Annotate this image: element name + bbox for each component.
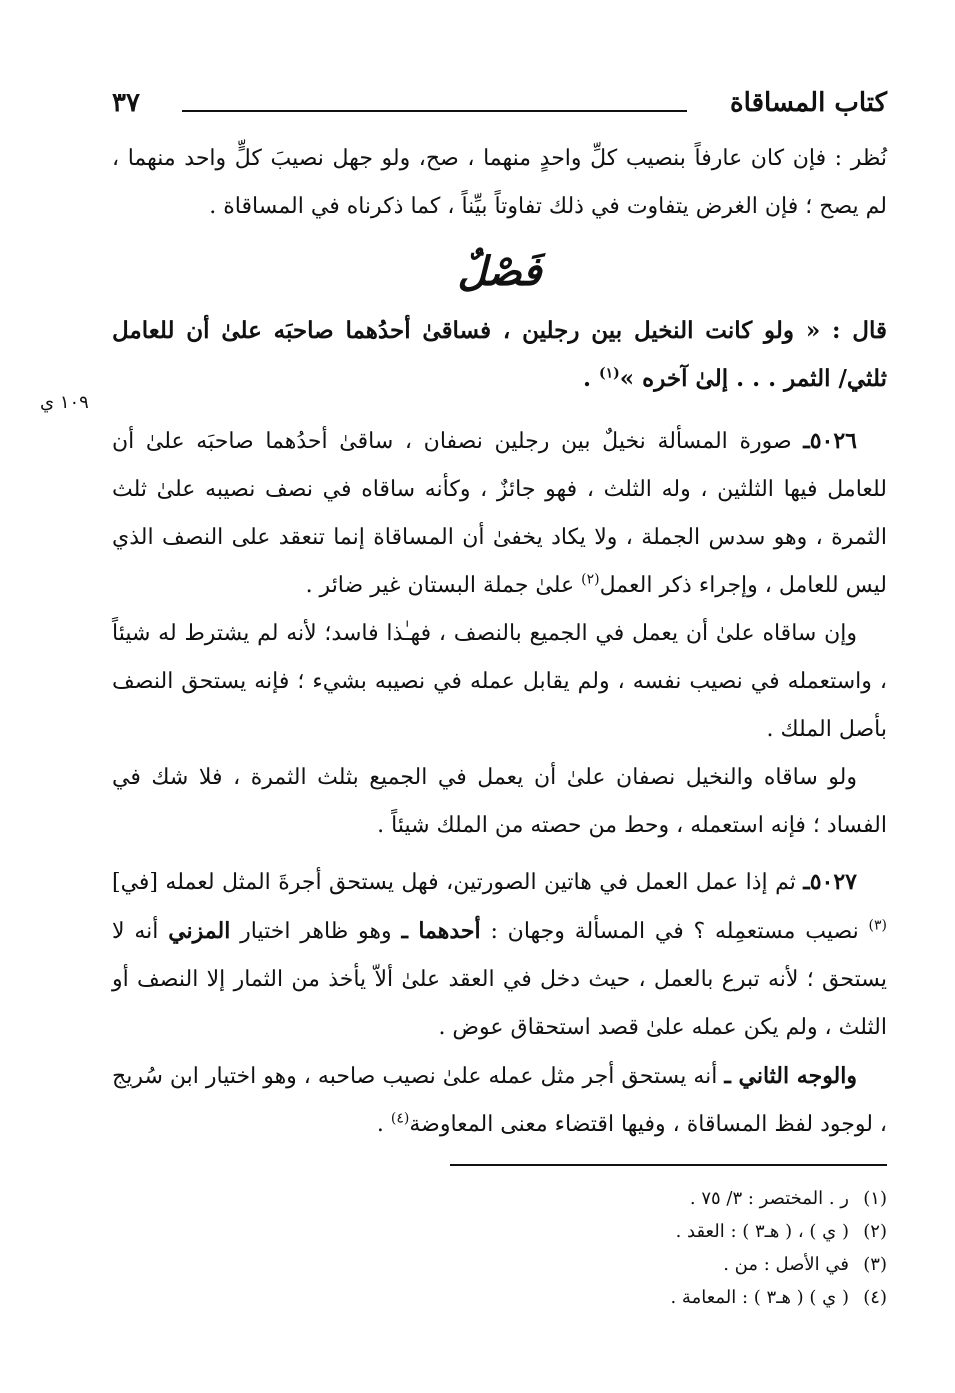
footnote-text: ر . المختصر : ٣/ ٧٥ . [689, 1188, 849, 1209]
footnote-number: (٣) [863, 1254, 887, 1275]
matn-text: قال : « ولو كانت النخيل بين رجلين ، فساقىٰ أحدُهما صاحبَه علىٰ أن للعامل ثلثي/ الثمر . . . إلىٰ آخره » [112, 317, 887, 392]
footnotes [112, 1182, 887, 1314]
footnote-item [112, 1215, 887, 1248]
matn-end: . [582, 365, 599, 392]
margin-note: ١٠٩ ي [40, 392, 89, 413]
page-number: ٣٧ [112, 88, 140, 118]
footnote-ref-1: (١) [599, 365, 620, 382]
issue-5027-text-a: ثم إذا عمل العمل في هاتين الصورتين، فهل يستحق أجرةَ المثل لعمله [في] [112, 870, 804, 895]
issue-number-5027: ٥٠٢٧ـ [803, 869, 857, 895]
footnote-rule [450, 1164, 887, 1166]
header-rule [182, 110, 687, 112]
book-title: كتاب المساقاة [730, 88, 887, 118]
footnote-item [112, 1248, 887, 1281]
footnote-ref-2: (٢) [581, 571, 600, 588]
paragraph-second-view [112, 1052, 887, 1149]
second-view-end: . [376, 1112, 391, 1137]
footnote-ref-3: (٣) [868, 917, 887, 934]
footnote-text: في الأصل : من . [723, 1254, 849, 1275]
issue-5027-bold-1: أحدهما ـ [401, 918, 481, 944]
footnote-number: (١) [863, 1188, 887, 1209]
footnote-text: ( ي ) ( هـ٣ ) : المعامة . [670, 1287, 849, 1308]
running-header [112, 88, 887, 128]
issue-5027-text-c: وهو ظاهر اختيار [230, 919, 402, 944]
footnote-ref-4: (٤) [390, 1110, 410, 1127]
second-view-bold: والوجه الثاني ـ [724, 1063, 857, 1089]
paragraph-5027 [112, 858, 887, 1052]
paragraph-thuluth: ولو ساقاه والنخيل نصفان علىٰ أن يعمل في الجميع بثلث الثمرة ، فلا شك في الفساد ؛ فإنه استعمله ، وحط من حصته من الملك شيئاً . [112, 765, 887, 838]
issue-5027-text-d: أنه لا يستحق ؛ لأنه تبرع بالعمل ، حيث دخل في العقد علىٰ ألاّ يأخذ من الثمار إلا النصف أو الثلث ، ولم يكن عمله علىٰ قصد استحقاق عوض . [112, 919, 887, 1040]
footnote-number: (٢) [863, 1221, 887, 1242]
footnote-item [112, 1281, 887, 1314]
issue-5026-text-b: علىٰ جملة البستان غير ضائر . [305, 573, 582, 598]
matn-quote [112, 307, 887, 403]
main-text [112, 135, 887, 1149]
issue-5027-bold-2: المزني [168, 918, 231, 944]
issue-number-5026: ٥٠٢٦ـ [803, 428, 857, 454]
paragraph-continuation: نُظر : فإن كان عارفاً بنصيب كلِّ واحدٍ منهما ، صح، ولو جهل نصيبَ كلٍّ واحد منهما ، لم يصح ؛ فإن الغرض يتفاوت في ذلك تفاوتاً بيِّناً ، كما ذكرناه في المساقاة . [112, 146, 887, 219]
paragraph-fasid: وإن ساقاه علىٰ أن يعمل في الجميع بالنصف ، فهـٰذا فاسد؛ لأنه لم يشترط له شيئاً ، واستعمله في نصيب نفسه ، ولم يقابل عمله في نصيبه بشيء ؛ فإنه يستحق النصف بأصل الملك . [112, 621, 887, 742]
second-view-text: أنه يستحق أجر مثل عمله علىٰ نصيب صاحبه ، وهو اختيار ابن سُريج ، لوجود لفظ المساقاة ، وفيها اقتضاء معنى المعاوضة [112, 1064, 887, 1137]
issue-5026-text-a: صورة المسألة نخيلٌ بين رجلين نصفان ، ساقىٰ أحدُهما صاحبَه علىٰ أن للعامل فيها الثلثين ، وله الثلث ، فهو جائزٌ ، وكأنه ساقاه في نصف نصيبه علىٰ ثلث الثمرة ، وهو سدس الجملة ، ولا يكاد يخفىٰ أن المساقاة إنما تنعقد على النصف الذي ليس للعامل ، وإجراء ذكر العمل [112, 429, 887, 598]
footnote-item [112, 1182, 887, 1215]
section-heading: فَصْلٌ [457, 248, 542, 295]
footnote-text: ( ي ) ، ( هـ٣ ) : العقد . [675, 1221, 849, 1242]
issue-5027-text-b: نصيب مستعمِله ؟ في المسألة وجهان : [480, 919, 869, 944]
paragraph-5026 [112, 417, 887, 610]
footnote-number: (٤) [863, 1287, 887, 1308]
